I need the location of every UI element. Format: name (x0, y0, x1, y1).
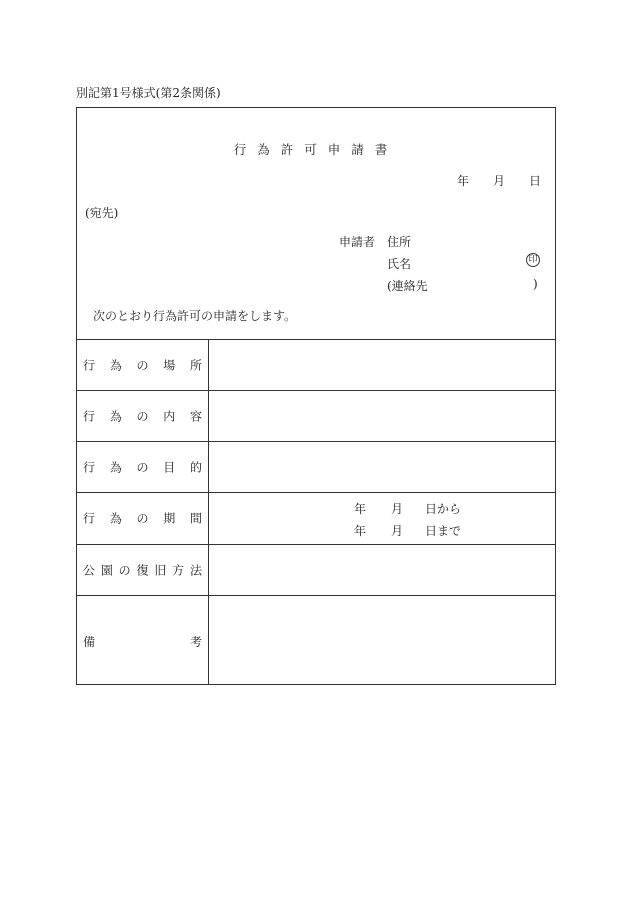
period-end-month: 月 (391, 524, 404, 538)
label-char: 容 (189, 409, 202, 423)
row-label (83, 458, 202, 475)
label-char: 復 (136, 563, 149, 577)
label-char: 行 (83, 511, 96, 526)
contact-label: (連絡先 (387, 279, 428, 293)
row-restoration (77, 544, 555, 596)
restoration-field[interactable] (209, 544, 555, 595)
label-char: 考 (189, 635, 202, 649)
form-header (77, 108, 555, 340)
row-period (77, 492, 555, 545)
label-char: 所 (189, 358, 202, 372)
period-start-year: 年 (354, 502, 367, 516)
row-label (83, 510, 202, 527)
date-day: 日 (529, 174, 542, 188)
label-cell (77, 390, 209, 441)
label-char: 方 (172, 563, 185, 577)
label-char: 期 (163, 511, 176, 526)
date-year: 年 (457, 174, 470, 188)
row-label (83, 356, 202, 373)
form-caption: 別記第1号様式(第2条関係) (76, 86, 221, 100)
address-label: 住所 (387, 235, 412, 249)
label-char: 為 (109, 358, 122, 372)
row-purpose (77, 441, 555, 493)
label-char: 的 (189, 460, 202, 474)
contact-close-paren: ) (533, 277, 538, 291)
label-char: 法 (189, 563, 202, 577)
label-char: 園 (100, 563, 113, 577)
period-start-day: 日から (425, 502, 462, 516)
label-char: 行 (83, 460, 96, 474)
row-label (83, 633, 202, 650)
row-content (77, 390, 555, 442)
label-char: の (136, 511, 149, 526)
label-char: の (136, 358, 149, 372)
label-cell (77, 441, 209, 492)
label-char: の (136, 409, 149, 423)
applicant-label: 申請者 (339, 235, 376, 249)
purpose-field[interactable] (209, 441, 555, 492)
label-char: 目 (163, 460, 176, 474)
label-char: 公 (83, 563, 96, 577)
name-label: 氏名 (387, 257, 412, 271)
row-label (83, 561, 202, 578)
label-cell (77, 544, 209, 595)
date-month: 月 (493, 174, 506, 188)
label-char: の (118, 563, 131, 577)
label-char: 間 (189, 511, 202, 526)
label-char: 為 (109, 511, 122, 526)
period-end-day: 日まで (425, 524, 462, 538)
content-field[interactable] (209, 390, 555, 441)
row-label (83, 407, 202, 424)
label-char: の (136, 460, 149, 474)
label-char: 旧 (154, 563, 167, 577)
label-char: 為 (109, 409, 122, 423)
label-char: 備 (83, 635, 96, 649)
label-cell (77, 339, 209, 390)
addressee: (宛先) (85, 206, 119, 220)
form-title: 行為許可申請書 (233, 142, 399, 157)
row-remarks (77, 595, 555, 684)
label-char: 内 (163, 409, 176, 423)
label-char: 行 (83, 409, 96, 423)
period-start-month: 月 (391, 502, 404, 516)
label-cell (77, 595, 209, 684)
place-field[interactable] (209, 339, 555, 390)
label-char: 為 (109, 460, 122, 474)
seal-mark: 印 (526, 253, 540, 267)
application-form (76, 107, 556, 685)
label-cell (77, 492, 209, 544)
label-char: 行 (83, 358, 96, 372)
row-place (77, 339, 555, 391)
label-char: 場 (163, 358, 176, 372)
period-end-year: 年 (354, 524, 367, 538)
period-field[interactable] (209, 492, 555, 544)
remarks-field[interactable] (209, 595, 555, 684)
application-statement: 次のとおり行為許可の申請をします。 (93, 309, 297, 323)
